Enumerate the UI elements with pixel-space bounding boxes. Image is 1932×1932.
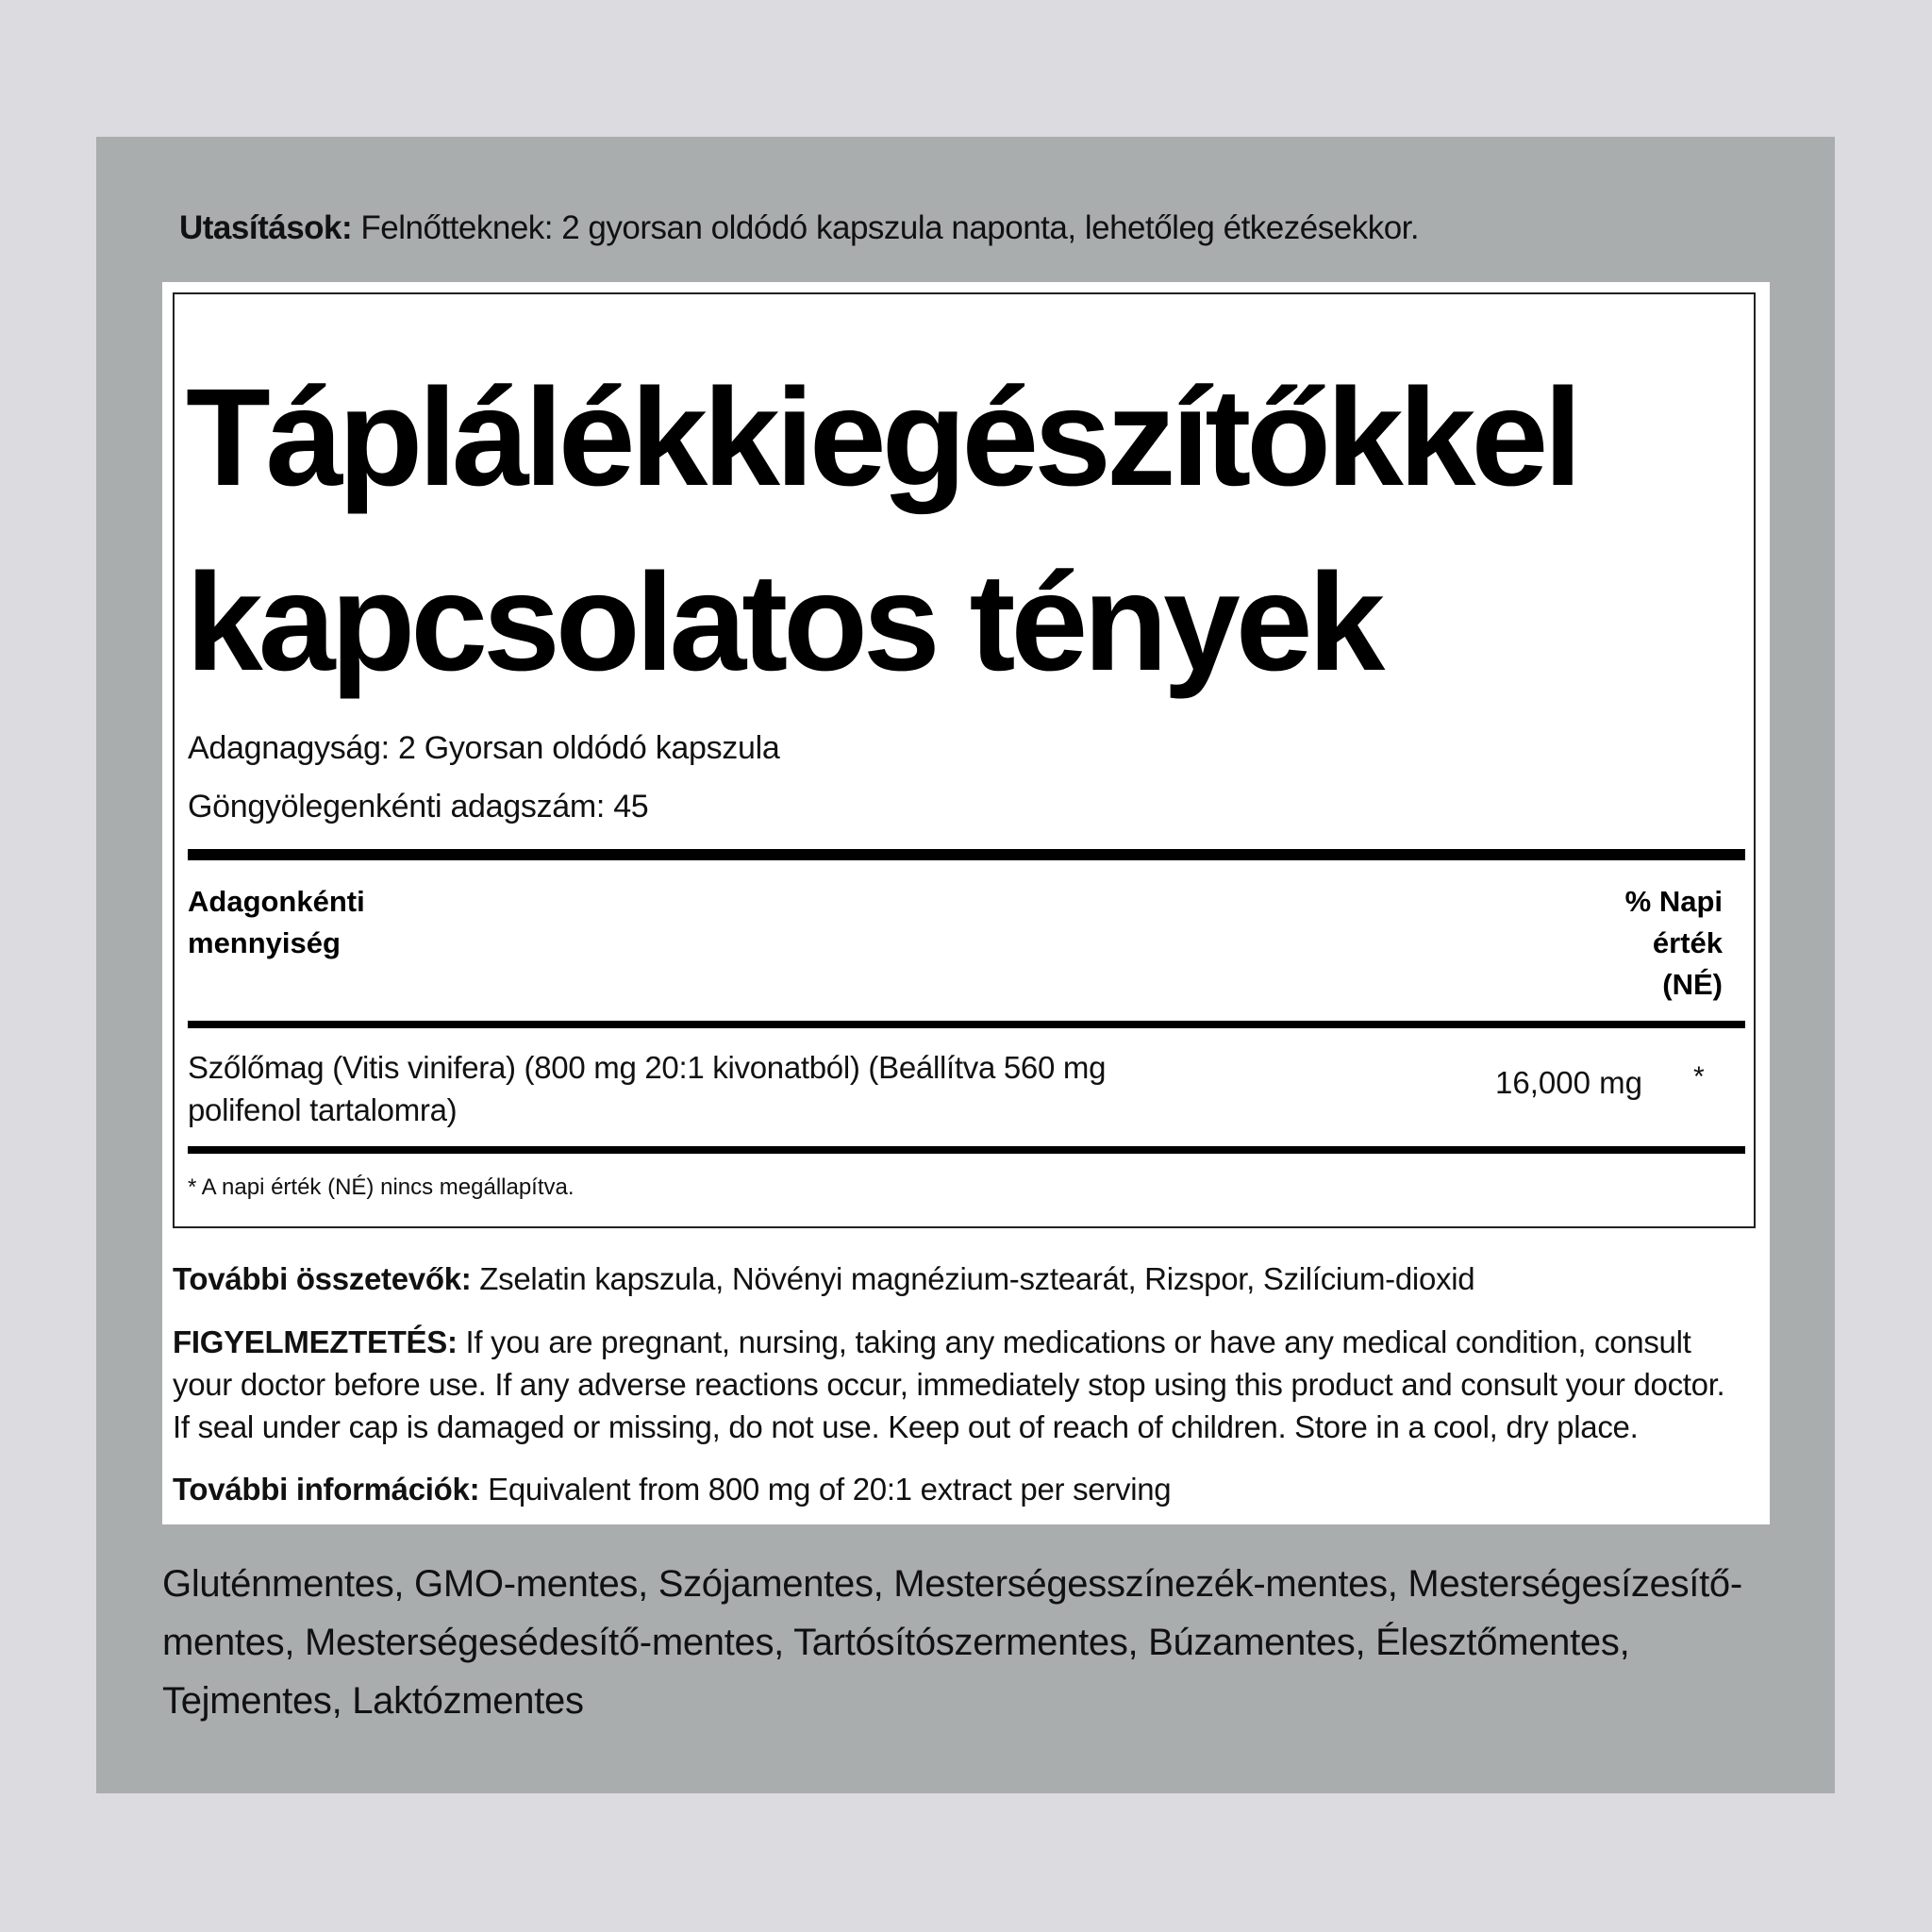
amount-header-line2: mennyiség — [188, 926, 341, 959]
dv-header-line3: (NÉ) — [1662, 968, 1723, 1001]
ingredient-daily-value: * — [1693, 1061, 1705, 1092]
bottom-divider — [188, 1146, 1745, 1154]
other-ingredients — [173, 1257, 1474, 1300]
medium-divider — [188, 1021, 1745, 1028]
dv-header-line2: érték — [1652, 926, 1723, 959]
additional-info-text: Equivalent from 800 mg of 20:1 extract per serving — [479, 1472, 1172, 1507]
dv-header-line1: % Napi — [1624, 885, 1723, 918]
other-ingredients-text: Zselatin kapszula, Növényi magnézium-sztearát, Rizspor, Szilícium-dioxid — [471, 1261, 1475, 1296]
servings-per-container: Göngyölegenkénti adagszám: 45 — [188, 789, 649, 824]
amount-per-serving-header — [188, 881, 365, 964]
other-ingredients-label: További összetevők: — [173, 1261, 472, 1296]
directions — [179, 209, 1419, 247]
facts-title-line2: kapcsolatos tények — [186, 545, 1381, 700]
daily-value-header — [1625, 881, 1723, 1006]
warning-text: If you are pregnant, nursing, taking any medications or have any medical condition, consult your doctor before use. If any adverse reactions occur, immediately stop using this product and consult your doctor. If seal under cap is damaged or missing, do not use. Keep out of reach of children. Store in a cool, dry place. — [173, 1324, 1725, 1444]
amount-header-line1: Adagonkénti — [188, 885, 365, 918]
thick-divider — [188, 849, 1745, 860]
supplement-facts-table — [173, 292, 1756, 1228]
warning — [173, 1321, 1729, 1448]
serving-size: Adagnagyság: 2 Gyorsan oldódó kapszula — [188, 730, 780, 766]
facts-title — [186, 345, 1752, 715]
warning-label: FIGYELMEZTETÉS: — [173, 1324, 458, 1359]
directions-text: Felnőtteknek: 2 gyorsan oldódó kapszula naponta, lehetőleg étkezésekkor. — [352, 209, 1420, 246]
ingredient-amount: 16,000 mg — [1495, 1065, 1642, 1100]
free-from-list: Gluténmentes, GMO-mentes, Szójamentes, Mesterségesszínezék-mentes, Mesterségesízesítő-mentes, Mesterségesédesítő-mentes, Tartósítószermentes, Búzamentes, Élesztőmentes, Tejmentes, Laktózmentes — [162, 1563, 1742, 1722]
directions-label: Utasítások: — [179, 209, 353, 246]
ingredient-name: Szőlőmag (Vitis vinifera) (800 mg 20:1 kivonatból) (Beállítva 560 mg polifenol tartalomra) — [188, 1050, 1107, 1127]
additional-info-label: További információk: — [173, 1472, 480, 1507]
footnote: * A napi érték (NÉ) nincs megállapítva. — [188, 1174, 575, 1200]
additional-info — [173, 1468, 1171, 1510]
facts-title-line1: Táplálékkiegészítőkkel — [186, 360, 1578, 515]
